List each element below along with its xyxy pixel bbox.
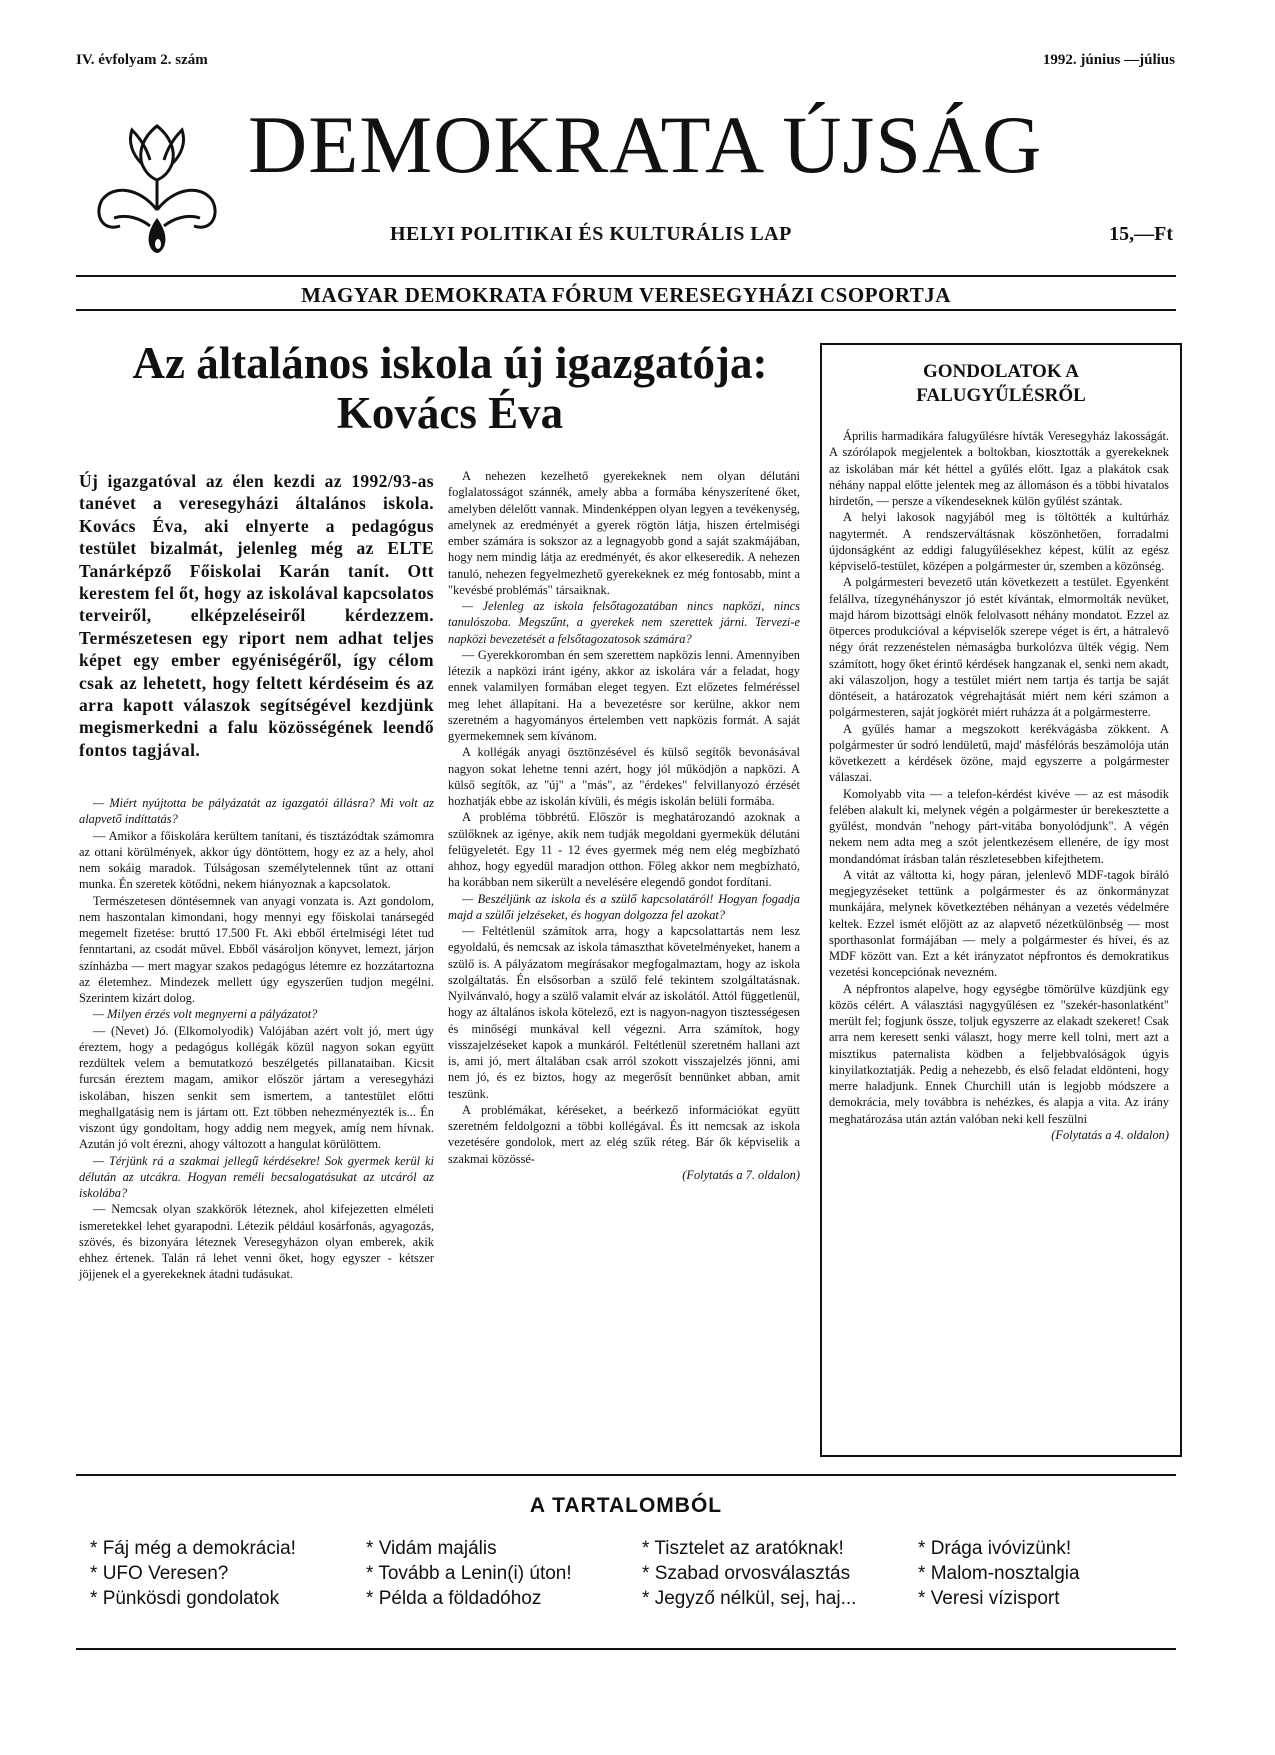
sidebar-text [829, 428, 1169, 1143]
toc-item: * Drága ivóvizünk! [918, 1536, 1080, 1561]
interview-question: — Milyen érzés volt megnyerni a pályázatot? [93, 1007, 318, 1022]
paragraph: A vitát az váltotta ki, hogy páran, jelenlevő MDF-tagok bíráló megjegyzéseket tettünk a polgármester és az önkormányzat munkájára, melynek következtében néhányan a vezetés védelmére keltek. Ezzel ismét előjött az az alapvető nézetkülönbség — most sporthasonlat formájában — mely a polgármester és hívei, és az MDF között van. Ezt a két irányzatot népfrontos és demokratikus vezetési koncepciónak nevezném. [829, 867, 1169, 980]
sidebar-title [820, 360, 1182, 408]
masthead-title: DEMOKRATA ÚJSÁG [248, 99, 1043, 190]
interview-question: — Jelenleg az iskola felsőtagozatában nincs napközi, nincs tanulószoba. Megszűnt, a gyerekek nem szerettek járni. Tervezi-e napközi bevezetését a felsőtagozatosok számára? [448, 599, 800, 646]
toc-item: * Vidám majális [366, 1536, 572, 1561]
toc-item: * Tovább a Lenin(i) úton! [366, 1561, 572, 1586]
toc-item: * Szabad orvosválasztás [642, 1561, 856, 1586]
toc-column [918, 1536, 1080, 1611]
table-of-contents [76, 1474, 1176, 1650]
issue-date: 1992. június —július [1042, 52, 1175, 68]
toc-item: * Tisztelet az aratóknak! [642, 1536, 856, 1561]
toc-item: * Jegyző nélkül, sej, haj... [642, 1586, 856, 1611]
paragraph: Április harmadikára falugyűlésre hívták Veresegyház lakosságát. A szórólapok megjelentek a boltokban, kiosztották a gyerekeknek az iskolában már két héttel a gyűlés előtt. Igaz a plakátok csak néhány nappal előtte jelentek meg az állomáson és a többi hivatalos hirdetőn, — persze a víkendeseknek külön gyűlést szántak. [829, 429, 1169, 508]
paragraph: — Nemcsak olyan szakkörök léteznek, ahol kifejezetten elméleti ismeretekkel lehet gyarapodni. Létezik például kosárfonás, agyagozás, szövés, és bizonyára léteznek Veresegyházon olyan emberek, akik ehhez értenek. Talán rá lehet venni őket, hogy egyszer - kétszer jöjjenek el a gyerekeknek átadni tudásukat. [79, 1202, 434, 1282]
paragraph: A polgármesteri bevezető után következett a testület. Egyenként felállva, tízegynéhányszor jó estét kívántak, elmormolták nevüket, majd három bizottsági elnök felolvasott néhány mondatot. Ezzel az ötperces produkcióval a képviselők szerepe véget is ért, a hátralevő négy órát rezzenéstelen némaságba burkolózva ülték végig. Nem számított, hogy őket érintő kérdések hangzanak el, senki nem akadt, aki válaszoljon, hogy a testület miért nem tartja és tartja be saját döntéseit, a határozatok végrehajtását miért nem kéri számon a polgármesteren, saját jogkörét miért ruházza át a polgármesterre. [829, 575, 1169, 720]
interview-question: — Térjünk rá a szakmai jellegű kérdésekre! Sok gyermek kerül ki délután az utcákra. Hogyan reméli becsalogatásukat az utcáról az iskolába? [79, 1153, 434, 1200]
toc-item: * Pünkösdi gondolatok [90, 1586, 296, 1611]
paragraph: A népfrontos alapelve, hogy egységbe tömörülve küzdjünk egy közös célért. A választási nagygyűlésen ez "szekér-hasonlatként" merült fel; fogjunk össze, toljuk egyszerre az elakadt szekeret! Csak arra nem keresett senki választ, hogy merre kell tolni, mert azt a misztikus paternalista ködben a feljebbvalóságok úgyis kinyilatkoztatják. Pedig a nehezebb, és első feladat eldönteni, hogy merre haladjunk. Ennek Churchill után is legjobb módszere a demokrácia, mely továbbra is nehézkes, és alapja a vita. Az irány meghatározása után aztán valóban neki kell feszülni [829, 981, 1169, 1126]
toc-column [642, 1536, 856, 1611]
paragraph: A gyűlés hamar a megszokott kerékvágásba zökkent. A polgármester úr sodró lendületű, majd' másfélórás beszámolója után következett a kérdések özöne, majd egyszerre a polgármester válaszai. [829, 721, 1169, 785]
paragraph: Természetesen döntésemnek van anyagi vonzata is. Azt gondolom, nem haszontalan kimondani, hogy mennyi egy főiskolai tanársegéd megemelt fizetése: bruttó 17.500 Ft. Aki ebből értelmiségi létet tud fenntartani, az csodát művel. Ebből vásároljon könyvet, lemezt, járjon színházba — mert magyar szakos pedagógus létemre ez hozzátartozna az életemhez. Mindezek mellett úgy egyszerűen tudjon megélni. Szerintem kizárt dolog. [79, 893, 434, 1005]
paragraph: A probléma többrétű. Először is meghatározandó azoknak a szülőknek az igénye, akik nem tudják megoldani gyermekük délutáni felügyeletét. Egy 11 - 12 éves gyermek még nem elég megbízható ahhoz, hogy egyedül maradjon otthon. Főleg akkor nem megbízható, ha korábban nem sikerült a nevelésére elegendő gondot fordítani. [448, 810, 800, 890]
article-column-2 [448, 468, 800, 1183]
article-column-1 [79, 795, 434, 1283]
issue-number: IV. évfolyam 2. szám [76, 52, 208, 68]
toc-column [90, 1536, 296, 1611]
interview-question: — Beszéljünk az iskola és a szülő kapcsolatáról! Hogyan fogadja majd a szülői jelzéseket, és hogyan dolgozza fel azokat? [448, 891, 800, 922]
divider [76, 275, 1176, 277]
paragraph: — Gyerekkoromban én sem szerettem napközis lenni. Amennyiben létezik a napközi iránt igény, akkor az iskolára vár a feladat, hogy ennek valamilyen formában eleget tegyen. Ezt előzetes felméréssel meg lehet állapítani. Ha a bevezetésre sor kerülne, akkor nem szeretném a hagyományos értelemben vett napközis formát. A saját gyermekemnek sem kívánom. [448, 647, 800, 743]
toc-title: A TARTALOMBÓL [529, 1494, 723, 1517]
article-headline [80, 338, 820, 439]
paragraph: — (Nevet) Jó. (Elkomolyodik) Valójában azért volt jó, mert úgy éreztem, hogy a pedagógus kollégák közül nagyon sokan együtt rezdültek velem a bemutatkozó beszélgetés pillanataiban. Kicsit furcsán éreztem magam, amikor először jártam a veresegyházi iskolában, hiszen senkit sem ismertem, a tantestület előtti meghallgatásig nem is jártam ott. Ezt többen nehezményezték is... Én viszont úgy gondoltam, hogy addig nem megyek, amíg nem hívnak. Azután jó volt érezni, ahogy változott a hangulat körülöttem. [79, 1023, 434, 1152]
sidebar-title-line-2: FALUGYŰLÉSRŐL [916, 384, 1086, 406]
paragraph: A nehezen kezelhető gyerekeknek nem olyan délutáni foglalatosságot szánnék, amely abba a formába kényszerítené őket, amelyben délelőtt vannak. Mindenképpen olyan legyen a tevékenység, amelynek az eredményét a gyerek rögtön látja, hiszen értelmiségi ember számára is sokszor az a legnagyobb gond a saját szakmájában, hogy nem mindig látja az eredményét, és akor elkeseredik. A nehezen tanuló, nehezen fegyelmezhető gyerekeknek ez még fontosabb, mint a "kevésbé problémás" társaiknak. [448, 469, 800, 597]
continuation-note: (Folytatás a 4. oldalon) [1051, 1127, 1169, 1142]
masthead-subtitle: HELYI POLITIKAI ÉS KULTURÁLIS LAP [390, 223, 792, 245]
toc-item: * Malom-nosztalgia [918, 1561, 1080, 1586]
sidebar-title-line-1: GONDOLATOK A [922, 361, 1080, 382]
paragraph: A problémákat, kéréseket, a beérkező információkat együtt szeretném feldolgozni a többi kollégával. És itt nemcsak az iskola vezetésére gondolok, mert az elég szűk réteg. Bár ők képviselik a szakmai közössé- [448, 1102, 800, 1166]
toc-column [366, 1536, 572, 1611]
headline-line-1: Az általános iskola új igazgatója: [132, 338, 768, 388]
interview-question: — Miért nyújtotta be pályázatát az igazgatói állásra? Mi volt az alapvető indíttatás? [79, 796, 434, 827]
headline-line-2: Kovács Éva [336, 388, 564, 439]
price: 15,—Ft [1109, 223, 1173, 245]
paragraph: A helyi lakosok nagyjából meg is töltötték a kultúrház nagytermét. A rendszerváltásnak köszönhetően, forradalmi újdonságként az eddigi falugyűlésekhez képest, külít az egész képviselő-testület, középen a polgármester úr, szemben a közönség. [829, 510, 1169, 573]
toc-item: * Veresi vízisport [918, 1586, 1080, 1611]
organization-line: MAGYAR DEMOKRATA FÓRUM VERESEGYHÁZI CSOPORTJA [301, 283, 951, 307]
article-lead: Új igazgatóval az élen kezdi az 1992/93-as tanévet a veresegyházi általános iskola. Kovács Éva, aki elnyerte a pedagógus testület bizalmát, jelenleg még az ELTE Tanárképző Főiskolai Karán tanít. Ott kerestem fel őt, hogy az iskolával kapcsolatos terveiről, elképzeléseiről kérdezzem. Természetesen egy riport nem adhat teljes képet egy ember egyéniségéről, így célom csak az lehetett, hogy feltett kérdéseim és az arra kapott válaszok segítségével kezdjünk megismerkedni a falu közösségének leendő fontos tagjával. [79, 471, 434, 760]
tulip-logo-icon [92, 118, 222, 268]
paragraph: Komolyabb vita — a telefon-kérdést kivéve — az est második felében alakult ki, melynek végén a polgármester úr berekesztette a gyűlést, mondván "nehogy párt-vitába bonyolódjunk". A végén nekem nem adta meg a szót jelentkezésem ellenére, de így most mondandómat írásban talán részletesebben kifejthetem. [829, 786, 1169, 866]
continuation-note: (Folytatás a 7. oldalon) [682, 1167, 800, 1182]
paragraph: — Amikor a főiskolára kerültem tanítani, és tisztázódtak számomra az ottani körülmények, akkor úgy döntöttem, hogy ez az a hely, ahol nem sokáig maradok. Túlságosan személytelennek tűnt az ottani munka. Én szeretek kötődni, nekem hiányoznak a kapcsolatok. [79, 828, 434, 892]
toc-item: * Fáj még a demokrácia! [90, 1536, 296, 1561]
toc-item: * Példa a földadóhoz [366, 1586, 572, 1611]
paragraph: A kollégák anyagi ösztönzésével és külső segítők bevonásával nagyon sokat lehetne tenni azért, hogy jól működjön a napközi. A külső segítők, az "új" a "más", az "érdekes" felvillanyozó érzését hozhatják ebbe az iskolán kívüli, és mégis iskolán belüli formába. [448, 745, 800, 808]
divider [76, 309, 1176, 311]
paragraph: — Feltétlenül számítok arra, hogy a kapcsolattartás nem lesz egyoldalú, és nemcsak az iskola támaszthat követelményeket, hanem a szülő is. A pályázatom megírásakor megfogalmaztam, hogy az iskola szolgáltatás. Én elsősorban a szülő felé tekintem szolgáltatásnak. Nyilvánvaló, hogy a szülő valamit elvár az iskolától. Attól függetlenül, hogy az általános iskola kötelező, ezt is nagyon-nagyon tisztességesen és minőségi munkával kell végezni. Arra számítok, hogy visszajelzéseket kapok a munkáról. Feltétlenül szeretném hallani azt is, ami jó, mert általában csak arról szokott visszajelzés jönni, ami nem jó, és ez biztos, hogy az megerősít bennünket abban, amit teszünk. [448, 924, 800, 1101]
toc-item: * UFO Veresen? [90, 1561, 296, 1586]
